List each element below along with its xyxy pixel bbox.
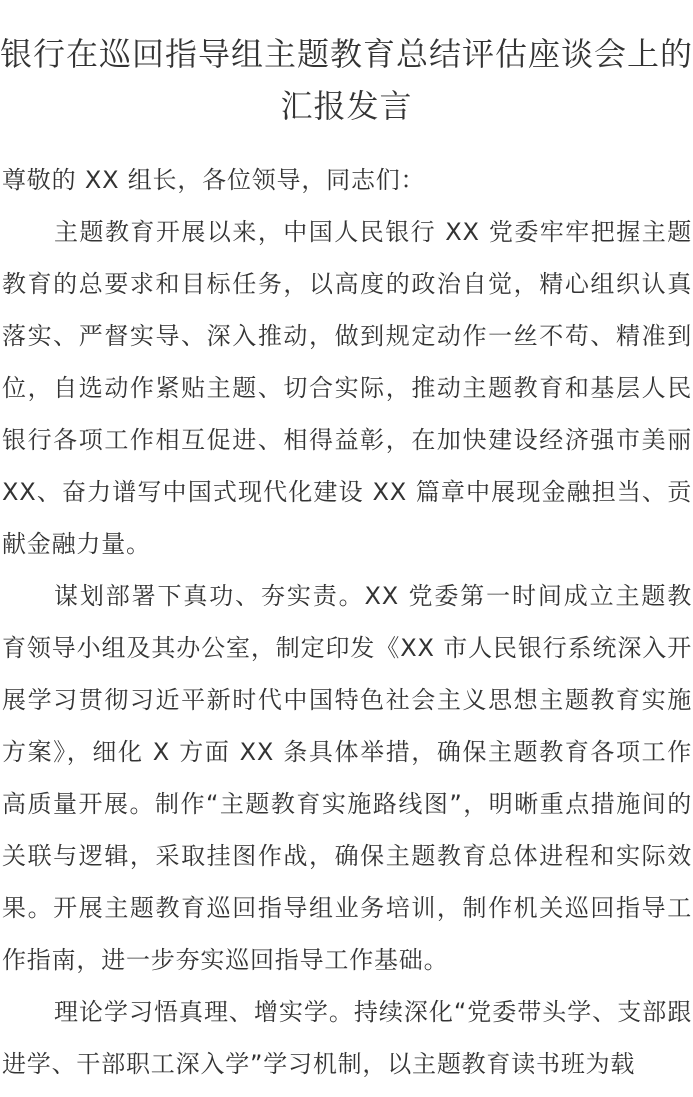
paragraph-intro: 主题教育开展以来，中国人民银行 XX 党委牢牢把握主题教育的总要求和目标任务，以高度的政治自觉，精心组织认真落实、严督实导、深入推动，做到规定动作一丝不苟、精准到位，自选动作紧贴主题、切合实际，推动主题教育和基层人民银行各项工作相互促进、相得益彰，在加快建设经济强市美丽 XX、奋力谱写中国式现代化建设 XX 篇章中展现金融担当、贡献金融力量。 bbox=[2, 218, 692, 558]
document-title: 银行在巡回指导组主题教育总结评估座谈会上的汇报发言 bbox=[0, 35, 693, 125]
paragraph-planning: 谋划部署下真功、夯实责。XX 党委第一时间成立主题教育领导小组及其办公室，制定印发《XX 市人民银行系统深入开展学习贯彻习近平新时代中国特色社会主义思想主题教育实施方案》，细化 X 方面 XX 条具体举措，确保主题教育各项工作高质量开展。制作“主题教育实施路线图”，明晰重点措施间的关联与逻辑，采取挂图作战，确保主题教育总体进程和实际效果。开展主题教育巡回指导组业务培训，制作机关巡回指导工作指南，进一步夯实巡回指导工作基础。 bbox=[2, 582, 692, 974]
salutation: 尊敬的 XX 组长，各位领导，同志们： bbox=[2, 166, 426, 194]
document-body bbox=[2, 154, 692, 1090]
paragraph-theory-study: 理论学习悟真理、增实学。持续深化“党委带头学、支部跟进学、干部职工深入学”学习机制，以主题教育读书班为载 bbox=[2, 998, 692, 1078]
